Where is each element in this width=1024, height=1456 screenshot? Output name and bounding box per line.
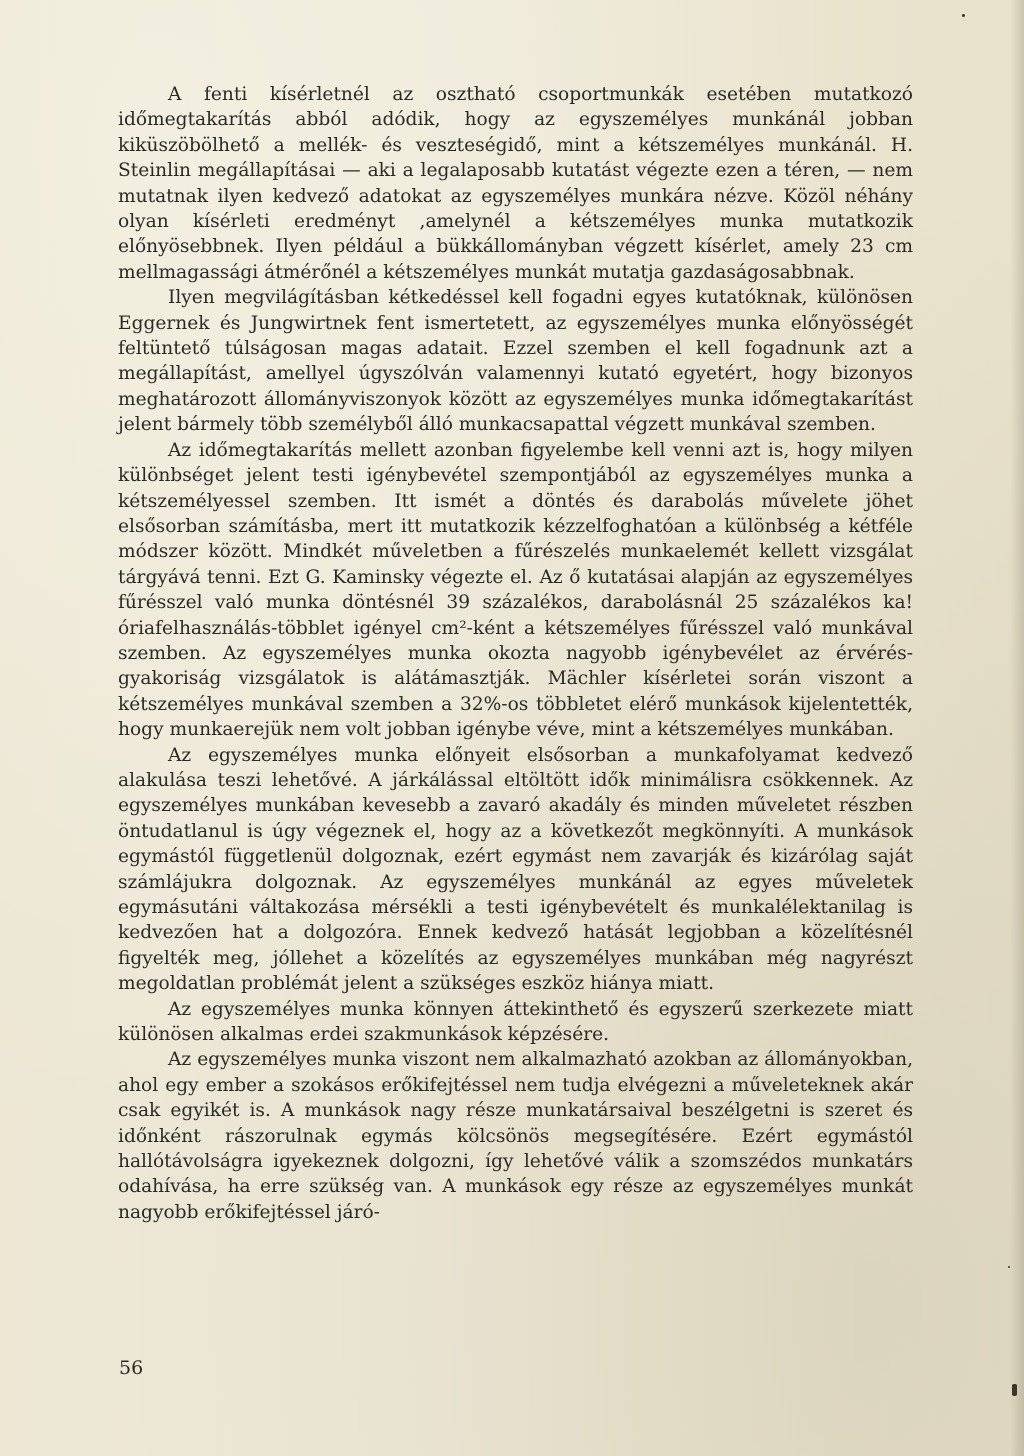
paper-speck — [1008, 1266, 1010, 1268]
paragraph-4: Az egyszemélyes munka előnyeit elsősorban a munkafolyamat kedvező alakulása teszi lehetővé. A járkálással eltöltött idők minimálisra csökkennek. Az egyszemélyes munkában kevesebb a zavaró akadály és minden műveletet részben öntudatlanul is úgy végeznek el, hogy az a következőt megkönnyíti. A munkások egymástól függetlenül dolgoznak, ezért egymást nem zavarják és kizárólag saját számlájukra dolgoznak. Az egyszemélyes munkánál az egyes műveletek egymásutáni váltakozása mérsékli a testi igénybevételt és munkalélektanilag is kedvezően hat a dolgozóra. Ennek kedvező hatását legjobban a közelítésnél figyelték meg, jóllehet a közelítés az egyszemélyes munkában még nagyrészt megoldatlan problémát jelent a szükséges eszköz hiánya miatt. — [118, 744, 913, 995]
page-edge-shadow — [1010, 0, 1024, 1456]
body-text — [118, 82, 913, 1225]
paragraph-5: Az egyszemélyes munka könnyen áttekinthető és egyszerű szerkezete miatt különösen alkalmas erdei szakmunkások képzésére. — [118, 998, 913, 1046]
paragraph-6: Az egyszemélyes munka viszont nem alkalmazható azokban az állományokban, ahol egy ember a szokásos erőkifejtéssel nem tudja elvégezni a műveleteknek akár csak egyikét is. A munkások nagy része munkatársaival beszélgetni is szeret és időnként rászorulnak egymás kölcsönös megsegítésére. Ezért egymástól hallótávolságra igyekeznek dolgozni, így lehetővé válik a szomszédos munkatárs odahívása, ha erre szükség van. A munkások egy része az egyszemélyes munkát nagyobb erőkifejtéssel járó- — [118, 1049, 913, 1223]
paragraph-3: Az időmegtakarítás mellett azonban figyelembe kell venni azt is, hogy milyen különbséget jelent testi igénybevétel szempontjából az egyszemélyes munka a kétszemélyessel szemben. Itt ismét a döntés és darabolás művelete jöhet elsősorban számításba, mert itt mutatkozik kézzelfoghatóan a különbség a kétféle módszer között. Mindkét műveletben a fűrészelés munkaelemét kellett vizsgálat tárgyává tenni. Ezt G. Kaminsky végezte el. Az ő kutatásai alapján az egyszemélyes fűrésszel való munka döntésnél 39 százalékos, darabolásnál 25 százalékos ka!óriafelhasználás-többlet igényel cm²-ként a kétszemélyes fűrésszel való munkával szemben. Az egyszemélyes munka okozta nagyobb igénybevélet az érvérés-gyakoriság vizsgálatok is alátámasztják. Mächler kísérletei során viszont a kétszemélyes munkával szemben a 32%-os többletet elérő munkások kijelentették, hogy munkaerejük nem volt jobban igénybe véve, mint a kétszemélyes munkában. — [118, 439, 913, 741]
paper-speck — [1012, 1384, 1017, 1396]
paragraph-1: A fenti kísérletnél az osztható csoportmunkák esetében mutatkozó időmegtakarítás abból adódik, hogy az egyszemélyes munkánál jobban kiküszöbölhető a mellék- és veszteségidő, mint a kétszemélyes munkánál. H. Steinlin megállapításai — aki a legalaposabb kutatást végezte ezen a téren, — nem mutatnak ilyen kedvező adatokat az egyszemélyes munkára nézve. Közöl néhány olyan kísérleti eredményt ,amelynél a kétszemélyes munka mutatkozik előnyösebbnek. Ilyen például a bükkállományban végzett kísérlet, amely 23 cm mellmagassági átmérőnél a kétszemélyes munkát mutatja gazdaságosabbnak. — [118, 84, 913, 283]
paragraph-2: Ilyen megvilágításban kétkedéssel kell fogadni egyes kutatóknak, különösen Eggernek és Jungwirtnek fent ismertetett, az egyszemélyes munka előnyösségét feltüntető túlságosan magas adatait. Ezzel szemben el kell fogadnunk azt a megállapítást, amellyel úgyszólván valamennyi kutató egyetért, hogy bizonyos meghatározott állományviszonyok között az egyszemélyes munka időmegtakarítást jelent bármely több személyből álló munkacsapattal végzett munkával szemben. — [118, 287, 913, 436]
paper-speck — [962, 14, 965, 17]
page-number: 56 — [119, 1357, 144, 1379]
